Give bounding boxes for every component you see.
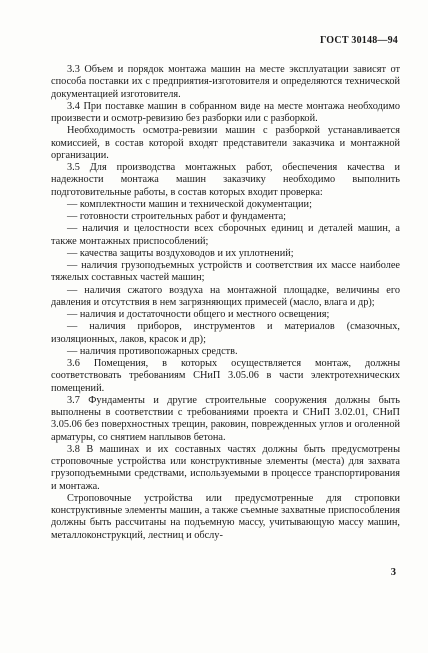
body-text <box>51 64 400 542</box>
list-item: — готовности строительных работ и фундамента; <box>67 211 287 222</box>
paragraph-3-8: 3.8 В машинах и их составных частях должны быть предусмотрены строповочные устройства или конструктивные элементы (места) для захвата грузоподъемными средствами, используемыми в процессе транспортирования и монтажа. <box>51 443 400 492</box>
list-item: — наличия сжатого воздуха на монтажной площадке, величины его давления и отсутствия в нем загрязняющих примесей (масло, влага и др); <box>51 284 400 308</box>
list-item: — наличия противопожарных средств. <box>67 345 238 357</box>
paragraph-3-7: 3.7 Фундаменты и другие строительные сооружения должны быть выполнены в соответствии с требованиями проекта и СНиП 3.02.01, СНиП 3.05.06 без поверхностных трещин, раковин, поврежденных углов и оголенной арматуры, со снятием наплывов бетона. <box>51 394 400 443</box>
paragraph-3-3: 3.3 Объем и порядок монтажа машин на месте эксплуатации зависят от способа поставки их с предприятия-изготовителя и определяются технической документацией изготовителя. <box>51 64 400 100</box>
list-item: — наличия и целостности всех сборочных единиц и деталей машин, а также монтажных приспособлений; <box>51 223 400 247</box>
paragraph-slinging-devices: Строповочные устройства или предусмотренные для строповки конструктивные элементы машин, а также съемные захватные приспособления должны быть рассчитаны на подъемную массу, учитывающую массу машин, металлоконструкций, лестниц и обслу- <box>51 492 400 541</box>
list-item: — наличия приборов, инструментов и материалов (смазочных, изоляционных, лаков, красок и др); <box>51 321 400 345</box>
list-item: — наличия грузоподъемных устройств и соответствия их массе наиболее тяжелых составных частей машин; <box>51 260 400 284</box>
paragraph-inspection-commission: Необходимость осмотра-ревизии машин с разборкой устанавливается комиссией, в состав которой входят представители заказчика и монтажной организации. <box>51 125 400 161</box>
paragraph-3-5: 3.5 Для производства монтажных работ, обеспечения качества и надежности монтажа машин заказчику необходимо выполнить подготовительные работы, в состав которых входит проверка: <box>51 162 400 198</box>
paragraph-3-4: 3.4 При поставке машин в собранном виде на месте монтажа необходимо произвести и осмотр-ревизию без разборки или с разборкой. <box>51 100 400 124</box>
list-item: — качества защиты воздуховодов и их уплотнений; <box>67 247 294 259</box>
paragraph-3-6: 3.6 Помещения, в которых осуществляется монтаж, должны соответствовать требованиям СНиП 3.05.06 в части электротехнических помещений. <box>51 358 400 394</box>
list-item: — комплектности машин и технической документации; <box>67 198 312 210</box>
list-item: — наличия и достаточности общего и местного освещения; <box>67 309 330 320</box>
standard-header: ГОСТ 30148—94 <box>319 35 398 46</box>
page-number: 3 <box>390 567 396 578</box>
